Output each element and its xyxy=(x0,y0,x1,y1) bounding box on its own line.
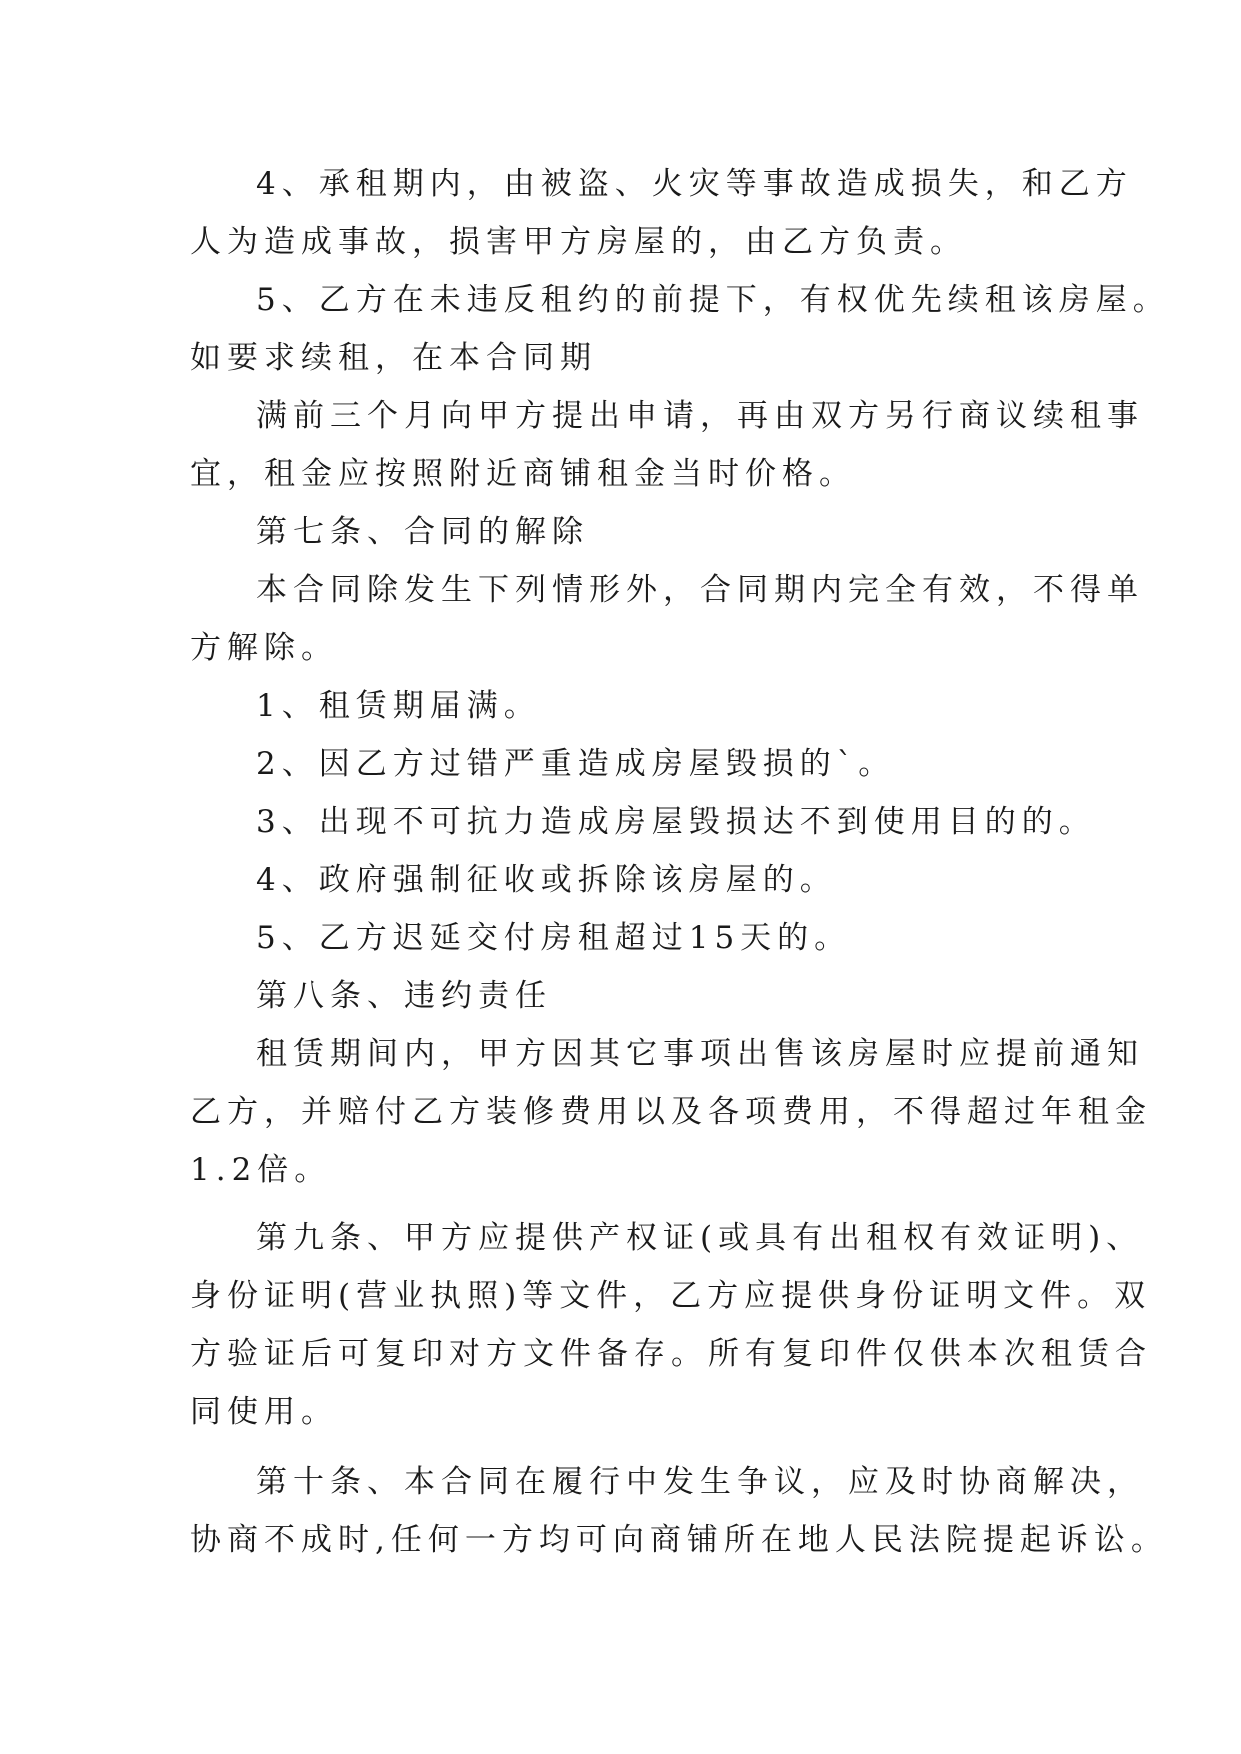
text-line: 人为造成事故，损害甲方房屋的，由乙方负责。 xyxy=(190,224,967,260)
section-heading: 第八条、违约责任 xyxy=(256,978,552,1014)
text-line: 乙方，并赔付乙方装修费用以及各项费用，不得超过年租金 xyxy=(190,1094,1152,1130)
text-line: 如要求续租，在本合同期 xyxy=(190,340,597,376)
text-line: 身份证明(营业执照)等文件，乙方应提供身份证明文件。双 xyxy=(190,1278,1152,1314)
text-line: 协商不成时,任何一方均可向商铺所在地人民法院提起诉讼。 xyxy=(190,1522,1168,1558)
list-item: 1、租赁期届满。 xyxy=(256,688,541,724)
text-line: 1.2倍。 xyxy=(190,1152,332,1188)
text-line: 4、承租期内，由被盗、火灾等事故造成损失，和乙方 xyxy=(256,166,1133,202)
list-item: 2、因乙方过错严重造成房屋毁损的`。 xyxy=(256,746,896,782)
text-line: 方解除。 xyxy=(190,630,338,666)
text-line: 同使用。 xyxy=(190,1394,338,1430)
text-line: 满前三个月向甲方提出申请，再由双方另行商议续租事 xyxy=(256,398,1144,434)
text-line: 方验证后可复印对方文件备存。所有复印件仅供本次租赁合 xyxy=(190,1336,1152,1372)
list-item: 3、出现不可抗力造成房屋毁损达不到使用目的的。 xyxy=(256,804,1096,840)
text-line: 宜，租金应按照附近商铺租金当时价格。 xyxy=(190,456,856,492)
text-line: 本合同除发生下列情形外，合同期内完全有效，不得单 xyxy=(256,572,1144,608)
text-line: 租赁期间内，甲方因其它事项出售该房屋时应提前通知 xyxy=(256,1036,1144,1072)
list-item: 5、乙方迟延交付房租超过15天的。 xyxy=(256,920,852,956)
text-line: 第十条、本合同在履行中发生争议，应及时协商解决， xyxy=(256,1464,1144,1500)
list-item: 4、政府强制征收或拆除该房屋的。 xyxy=(256,862,837,898)
text-line: 5、乙方在未违反租约的前提下，有权优先续租该房屋。 xyxy=(256,282,1170,318)
text-line: 第九条、甲方应提供产权证(或具有出租权有效证明)、 xyxy=(256,1220,1144,1256)
section-heading: 第七条、合同的解除 xyxy=(256,514,589,550)
